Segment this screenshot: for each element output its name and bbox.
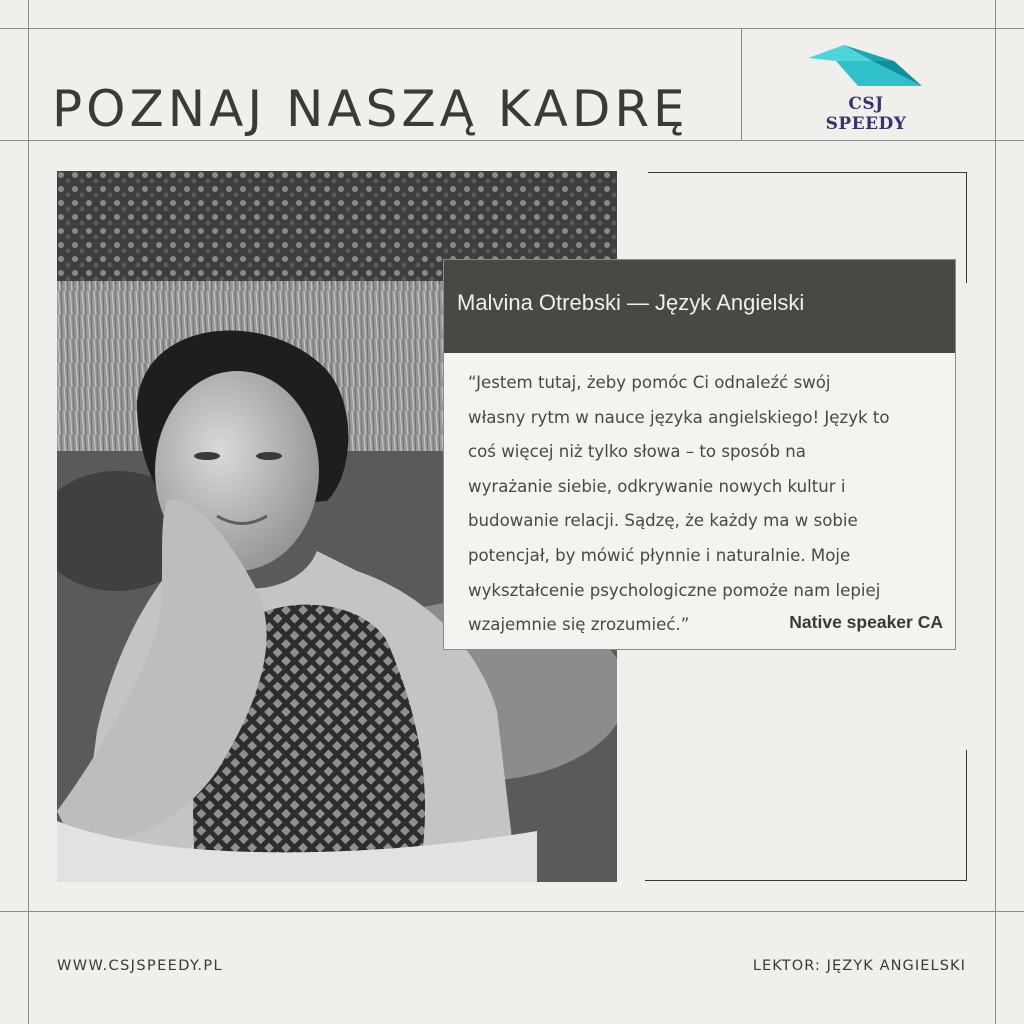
top-divider: [0, 28, 1024, 29]
teacher-quote: [468, 366, 942, 643]
card-header: [444, 260, 955, 353]
quote-line: budowanie relacji. Sądzę, że każdy ma w sobie: [468, 511, 858, 531]
website-link[interactable]: WWW.CSJSPEEDY.PL: [57, 958, 223, 974]
decorative-frame-bottom: [645, 750, 967, 881]
right-divider: [995, 0, 996, 1024]
quote-line: wykształcenie psychologiczne pomoże nam lepiej: [468, 580, 881, 600]
teacher-card: [443, 259, 956, 650]
quote-line: potencjał, by mówić płynnie i naturalnie. Moje: [468, 545, 851, 565]
quote-line: wzajemnie się zrozumieć.”: [468, 615, 690, 635]
quote-line: własny rytm w nauce języka angielskiego! Język to: [468, 407, 890, 427]
left-divider: [28, 0, 29, 1024]
header-bottom-divider: [0, 140, 1024, 141]
quote-line: coś więcej niż tylko słowa – to sposób na: [468, 442, 806, 462]
header-split-divider: [741, 28, 742, 140]
logo-text: CSJ SPEEDY: [825, 94, 907, 134]
quote-line: “Jestem tutaj, żeby pomóc Ci odnaleźć swój: [468, 373, 831, 392]
teacher-name: Malvina Otrebski — Język Angielski: [457, 290, 805, 315]
paper-plane-icon: [806, 40, 926, 96]
brand-logo[interactable]: [806, 40, 926, 134]
role-label: LEKTOR: JĘZYK ANGIELSKI: [752, 958, 966, 974]
footer-top-divider: [0, 911, 1024, 912]
native-speaker-label: Native speaker CA: [789, 612, 943, 632]
quote-line: wyrażanie siebie, odkrywanie nowych kultur i: [468, 476, 846, 496]
page-title: POZNAJ NASZĄ KADRĘ: [52, 79, 689, 138]
